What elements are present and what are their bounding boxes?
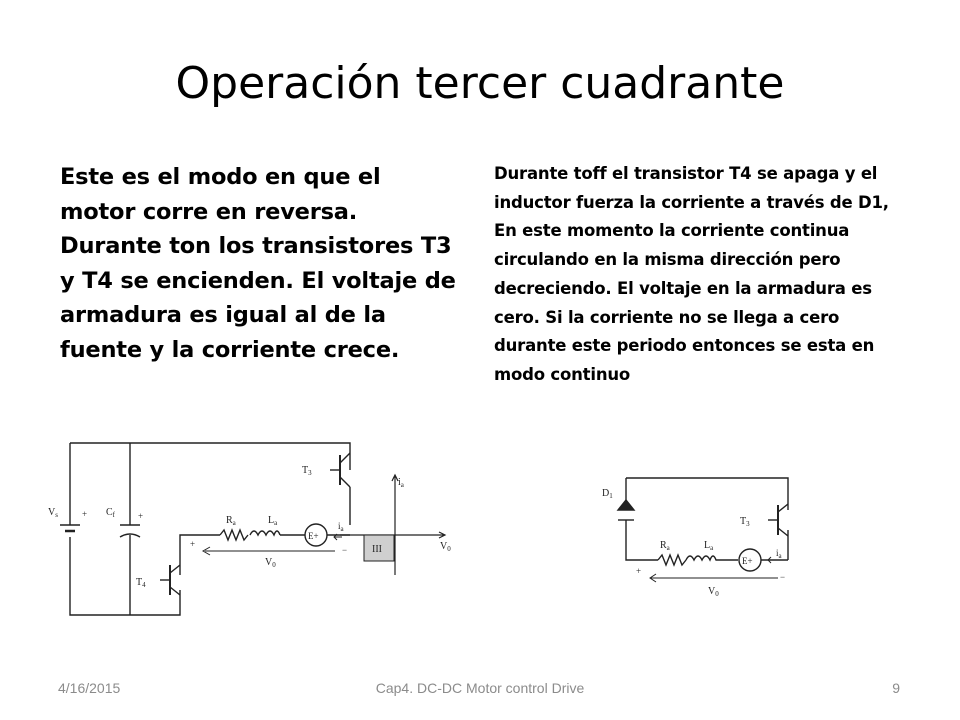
- transistor-t4-symbol: [160, 565, 180, 595]
- la-label: $L_a$: [268, 515, 278, 527]
- right-paragraph: Durante toff el transistor T4 se apaga y el inductor fuerza la corriente a través de D1, En este momento la corriente continua circulando en la misma dirección pero decreciendo. El voltaje en la armadura es cero. Si la corriente no se llega a cero durante este periodo entonces se esta en modo continuo: [494, 164, 889, 384]
- ia-label: $i_a$: [776, 548, 782, 560]
- resistor-ra: [658, 555, 686, 565]
- emf-label: E+: [742, 556, 753, 566]
- footer-title: Cap4. DC-DC Motor control Drive: [375, 680, 585, 696]
- diode-d1-symbol: [618, 500, 634, 520]
- t4-label: $T_4$: [136, 577, 146, 589]
- cf-label: $C_f$: [106, 507, 116, 519]
- v0-label: $V_0$: [265, 557, 276, 569]
- v0-plus-sign: +: [636, 566, 642, 576]
- vs-label: $V_s$: [48, 507, 58, 519]
- transistor-t3-symbol: [768, 504, 788, 536]
- t3-label: $T_3$: [740, 516, 750, 528]
- ia-label: $i_a$: [338, 521, 344, 533]
- ia-arrow: [768, 557, 776, 563]
- left-paragraph: Este es el modo en que el motor corre en reversa. Durante ton los transistores T3 y T4 se encienden. El voltaje de armadura es igual al de la fuente y la corriente crece.: [60, 164, 456, 363]
- slide-number: 9: [892, 680, 900, 696]
- source-battery-symbol: [60, 525, 80, 531]
- inductor-la: [250, 531, 280, 535]
- cf-plus-sign: +: [138, 511, 144, 521]
- slide-title: Operación tercer cuadrante: [175, 58, 785, 109]
- v0-minus-sign: −: [342, 545, 348, 555]
- circuit-diagram-toff: [588, 460, 818, 610]
- axis-ia-label: $i_a$: [398, 477, 404, 489]
- v0-plus-sign: +: [190, 539, 196, 549]
- axis-v0-label: $V_0$: [440, 541, 451, 553]
- t3-label: $T_3$: [302, 465, 312, 477]
- ra-label: $R_a$: [660, 540, 670, 552]
- resistor-ra: [220, 530, 248, 540]
- v0-minus-sign: −: [780, 572, 786, 582]
- vs-plus-sign: +: [82, 509, 88, 519]
- left-wire: [70, 443, 180, 615]
- circuit-diagram-ton: [40, 425, 460, 625]
- ra-label: $R_a$: [226, 515, 236, 527]
- v0-arrow: [203, 547, 335, 555]
- v0-label: $V_0$: [708, 586, 719, 598]
- inductor-la: [686, 556, 738, 560]
- transistor-t3-symbol: [330, 453, 350, 525]
- v0-arrow: [650, 574, 778, 582]
- la-label: $L_a$: [704, 540, 714, 552]
- quadrant-iii-label: III: [372, 544, 382, 555]
- d1-label: $D_1$: [602, 488, 613, 500]
- emf-label: E+: [308, 531, 319, 541]
- footer-date: 4/16/2015: [58, 680, 121, 696]
